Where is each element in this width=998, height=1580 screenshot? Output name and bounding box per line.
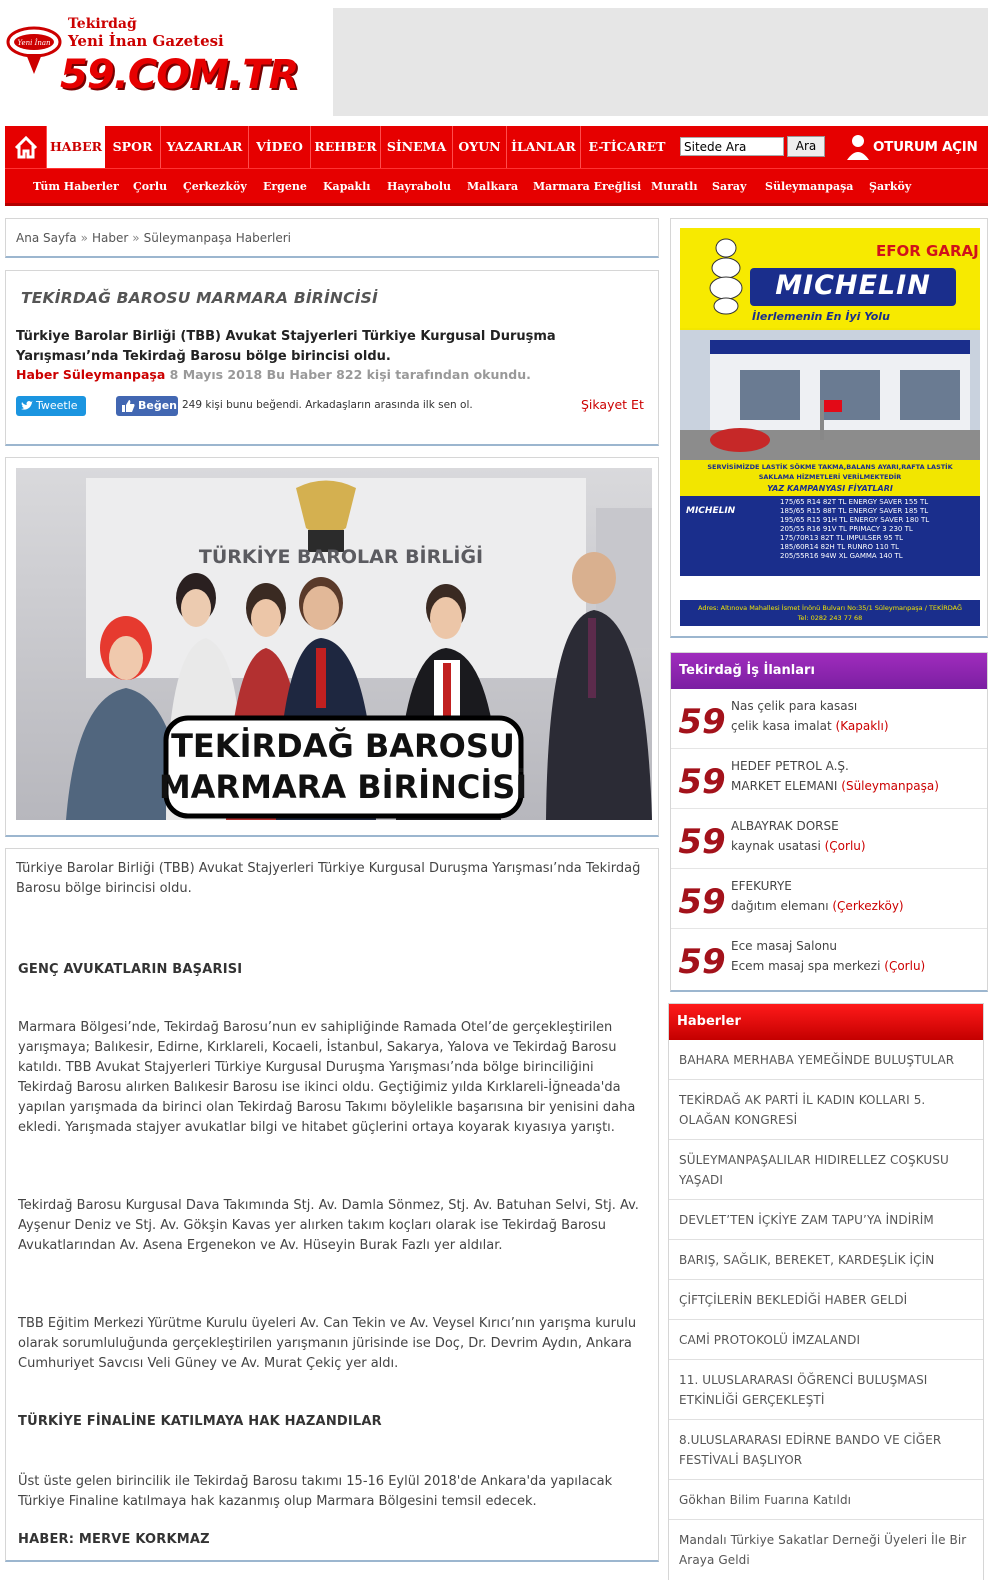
subnav-item[interactable]: Malkara — [467, 180, 519, 193]
michelin-brand: MICHELIN — [775, 270, 931, 301]
price-row: 195/65 R15 91H TL ENERGY SAVER 180 TL — [780, 516, 930, 524]
news-item[interactable]: Mandalı Türkiye Sakatlar Derneği Üyeleri İle Bir Araya Geldi — [679, 1533, 967, 1567]
michelin-slogan: İlerlemenin En İyi Yolu — [752, 310, 890, 323]
login-label: OTURUM AÇIN — [873, 139, 978, 155]
ad-address — [680, 600, 980, 626]
services-text: SERVİSİMİZDE LASTİK SÖKME TAKMA,BALANS AYARI,RAFTA LASTİK SAKLAMA HİZMETLERİ VERİLMEKTEDİR — [680, 460, 980, 484]
price-row: 185/60R14 82H TL RUNRO 110 TL — [780, 543, 900, 551]
breadcrumb-category[interactable]: Süleymanpaşa Haberleri — [143, 231, 292, 245]
partner-logos — [680, 576, 980, 600]
thumbs-up-icon — [121, 399, 135, 413]
svg-text:59: 59 — [678, 822, 726, 862]
breadcrumb-separator: » — [80, 231, 88, 245]
svg-text:59: 59 — [678, 702, 726, 742]
sidebar-ad[interactable] — [670, 218, 988, 638]
price-row: 205/55R16 94W XL GAMMA 140 TL — [780, 552, 903, 560]
site-logo[interactable] — [6, 12, 306, 112]
logo-domain: 59.COM.TR — [60, 52, 299, 98]
michelin-small-brand: MICHELIN — [686, 506, 736, 516]
jobs-title: Tekirdağ İş İlanları — [671, 653, 987, 689]
59-badge-icon — [678, 819, 726, 862]
subnav-item[interactable]: Şarköy — [869, 180, 912, 193]
job-location: (Çerkezköy) — [832, 899, 904, 913]
svg-text:59: 59 — [678, 942, 726, 982]
michelin-ad — [680, 228, 980, 626]
news-item[interactable]: 11. ULUSLARARASI ÖĞRENCİ BULUŞMASI ETKİNLİĞİ GERÇEKLEŞTİ — [669, 1360, 983, 1420]
photo-caption-line2: MARMARA BİRİNCİSİ — [158, 768, 528, 806]
article-title: TEKİRDAĞ BAROSU MARMARA BİRİNCİSİ — [21, 289, 378, 307]
article-paragraph: Tekirdağ Barosu Kurgusal Dava Takımında Stj. Av. Damla Sönmez, Stj. Av. Batuhan Selvi, Stj. Av. Ayşenur Deniz ve Stj. Av. Gökşin Kavas yer alırken takım koçları olarak ise Tekirdağ Barosu Avukatlarından Av. Asena Ergenekon ve Av. Hüseyin Burak Fazlı yer aldılar. — [18, 1198, 639, 1253]
job-item[interactable] — [671, 809, 987, 869]
ad-phone-line: Tel: 0282 243 77 68 — [797, 614, 863, 622]
job-location: (Süleymanpaşa) — [841, 779, 939, 793]
subnav-item[interactable]: Kapaklı — [323, 180, 371, 193]
job-desc: kaynak usatasi (Çorlu) — [731, 839, 866, 853]
twitter-bird-icon — [21, 401, 33, 411]
article-paragraph: Üst üste gelen birincilik ile Tekirdağ Barosu takımı 15-16 Eylül 2018'de Ankara'da yapılacak Türkiye Finaline katılmaya hak kazanmış olup Marmara Bölgesini temsil edecek. — [18, 1474, 613, 1509]
subnav-item[interactable]: Saray — [712, 180, 747, 193]
article-photo[interactable] — [16, 468, 652, 820]
price-row: 175/65 R14 82T TL ENERGY SAVER 155 TL — [780, 498, 929, 506]
complain-link[interactable]: Şikayet Et — [581, 397, 644, 412]
breadcrumb-section[interactable]: Haber — [91, 231, 129, 245]
news-item[interactable]: BARIŞ, SAĞLIK, BEREKET, KARDEŞLİK İÇİN — [669, 1240, 983, 1280]
article-author: HABER: MERVE KORKMAZ — [18, 1532, 210, 1547]
search-button[interactable]: Ara — [787, 136, 825, 157]
nav-item-oyun[interactable]: OYUN — [453, 126, 507, 168]
news-item[interactable]: BAHARA MERHABA YEMEĞİNDE BULUŞTULAR — [669, 1040, 983, 1080]
tweet-button[interactable] — [16, 396, 86, 416]
breadcrumb-separator: » — [132, 231, 140, 245]
job-desc: çelik kasa imalat (Kapaklı) — [731, 719, 889, 733]
like-button[interactable] — [116, 396, 178, 416]
article-subheading: TÜRKİYE FİNALİNE KATILMAYA HAK HAZANDILAR — [18, 1414, 382, 1429]
ad-address-line: Adres: Altınova Mahallesi İsmet İnönü Bulvarı No:35/1 Süleymanpaşa / TEKİRDAĞ — [698, 604, 962, 612]
59-badge-icon — [678, 699, 726, 742]
news-item[interactable]: ÇİFTÇİLERİN BEKLEDİĞİ HABER GELDİ — [669, 1280, 983, 1320]
news-title: Haberler — [669, 1004, 983, 1040]
price-row: 185/65 R15 88T TL ENERGY SAVER 185 TL — [780, 507, 929, 515]
job-item[interactable] — [671, 749, 987, 809]
nav-item-video[interactable]: VİDEO — [249, 126, 311, 168]
like-count-text: 249 kişi bunu beğendi. Arkadaşların arasında ilk sen ol. — [182, 399, 473, 411]
subnav-item[interactable]: Ergene — [263, 180, 307, 193]
nav-item-haber[interactable]: HABER — [47, 126, 105, 168]
news-item[interactable]: 8.ULUSLARARASI EDİRNE BANDO VE CİĞER FESTİVALİ BAŞLIYOR — [669, 1420, 983, 1480]
michelin-man-icon — [702, 236, 750, 316]
breadcrumb — [5, 218, 659, 258]
svg-text:Yeni İnan: Yeni İnan — [17, 39, 51, 47]
article-image-box — [5, 457, 659, 837]
price-table — [780, 498, 929, 561]
nav-item-yazarlar[interactable]: YAZARLAR — [161, 126, 249, 168]
svg-text:59: 59 — [678, 762, 726, 802]
job-company: EFEKURYE — [731, 879, 792, 893]
article-paragraph: Marmara Bölgesi’nde, Tekirdağ Barosu’nun ev sahipliğinde Ramada Otel’de gerçekleştirilen yarışmaya; Balıkesir, Edirne, Kırklareli, Kocaeli, İstanbul, Sakarya, Yalova ve Tekirdağ Barosu katıldı. TBB Avukat Stajyerleri Türkiye Kurgusal Duruşma Yarışması’nda bölge birinciliğini Tekirdağ Barosu alırken Balıkesir Barosu ise ikinci oldu. Geçtiğimiz yılda Kırklareli-İğneada'da yapılan yarışmada da birinci olan Tekirdağ Barosu Takımı böylelikle başarısına bir yenisini daha ekledi. Yarışmada stajyer avukatlar bilgi ve hitabet güçlerini ortaya koyarak kıyasıya yarıştı. — [18, 1020, 636, 1135]
subnav-item[interactable]: Çorlu — [133, 180, 168, 193]
main-navigation — [5, 126, 988, 206]
nav-primary — [5, 126, 988, 168]
photo-banner-text: TÜRKİYE BAROLAR BİRLİĞİ — [198, 546, 484, 568]
breadcrumb-home[interactable]: Ana Sayfa — [16, 231, 77, 245]
nav-item-rehber[interactable]: REHBER — [311, 126, 381, 168]
news-item[interactable]: SÜLEYMANPAŞALILAR HIDIRELLEZ COŞKUSU YAŞADI — [669, 1140, 983, 1200]
like-label: Beğen — [138, 399, 178, 412]
search-input[interactable] — [680, 137, 784, 156]
article-body — [5, 952, 659, 1562]
job-company: Nas çelik para kasası — [731, 699, 858, 713]
job-desc: Ecem masaj spa merkezi (Çorlu) — [731, 959, 926, 973]
job-item[interactable] — [671, 869, 987, 929]
subnav-item[interactable]: Çerkezköy — [183, 180, 247, 193]
user-icon — [845, 132, 871, 162]
nav-item-ilanlar[interactable]: İLANLAR — [507, 126, 581, 168]
news-item[interactable]: Gökhan Bilim Fuarına Katıldı — [669, 1480, 983, 1520]
job-item[interactable] — [671, 689, 987, 749]
59-badge-icon — [678, 939, 726, 982]
job-item[interactable] — [671, 929, 987, 989]
subnav-item[interactable]: Süleymanpaşa — [765, 180, 854, 193]
svg-text:59: 59 — [678, 882, 726, 922]
article-paragraph: TBB Eğitim Merkezi Yürütme Kurulu üyeleri Av. Can Tekin ve Av. Veysel Kırıcı’nın yarışma kurulu olarak sorumluluğunda gerçekleştirilen yarışmanın jürisinde ise Doç, Dr. Devrim Aydın, Ankara Cumhuriyet Savcısı Veli Güney ve Av. Murat Çekiç yer aldı. — [18, 1316, 637, 1371]
job-desc: MARKET ELEMANI (Süleymanpaşa) — [731, 779, 939, 793]
59-badge-icon — [678, 759, 726, 802]
nav-item-spor[interactable]: SPOR — [105, 126, 161, 168]
garage-photo — [680, 330, 980, 460]
garage-name: EFOR GARAJ — [876, 242, 979, 260]
news-list — [668, 1003, 984, 1580]
job-listings — [670, 652, 988, 992]
nav-item-sinema[interactable]: SİNEMA — [381, 126, 453, 168]
article-category[interactable]: Haber Süleymanpaşa — [16, 367, 166, 382]
job-location: (Kapaklı) — [835, 719, 889, 733]
home-icon[interactable] — [5, 126, 47, 168]
article-meta — [16, 367, 531, 382]
tweet-label: Tweetle — [36, 399, 78, 412]
article-lead: Türkiye Barolar Birliği (TBB) Avukat Stajyerleri Türkiye Kurgusal Duruşma Yarışması’nda Tekirdağ Barosu bölge birincisi oldu. — [5, 848, 659, 956]
article-header — [5, 270, 659, 446]
nav-item-eticaret[interactable]: E-TİCARET — [588, 139, 666, 154]
subnav-item[interactable]: Marmara Ereğlisi — [533, 180, 642, 193]
top-ad-banner[interactable] — [333, 8, 988, 116]
article-subheading: GENÇ AVUKATLARIN BAŞARISI — [18, 962, 243, 977]
nav-secondary — [5, 168, 988, 203]
job-company: ALBAYRAK DORSE — [731, 819, 839, 833]
campaign-title: YAZ KAMPANYASI FİYATLARI — [680, 484, 980, 496]
subnav-item[interactable]: Tüm Haberler — [33, 180, 119, 193]
subnav-item[interactable]: Hayrabolu — [387, 180, 452, 193]
news-item[interactable]: TEKİRDAĞ AK PARTİ İL KADIN KOLLARI 5. OLAĞAN KONGRESİ — [669, 1080, 983, 1140]
article-reads: Bu Haber 822 kişi tarafından okundu. — [266, 367, 531, 382]
price-row: 175/70R13 82T TL IMPULSER 95 TL — [780, 534, 904, 542]
job-company: HEDEF PETROL A.Ş. — [731, 759, 849, 773]
news-item[interactable]: DEVLET’TEN İÇKİYE ZAM TAPU’YA İNDİRİM — [669, 1200, 983, 1240]
logo-line1: Tekirdağ — [68, 16, 137, 32]
job-desc: dağıtım elemanı (Çerkezköy) — [731, 899, 904, 913]
job-location: (Çorlu) — [884, 959, 926, 973]
article-date: 8 Mayıs 2018 — [169, 367, 263, 382]
job-location: (Çorlu) — [824, 839, 866, 853]
59-badge-icon — [678, 879, 726, 922]
photo-caption-line1: TEKİRDAĞ BAROSU — [171, 727, 515, 765]
news-item[interactable]: CAMİ PROTOKOLÜ İMZALANDI — [669, 1320, 983, 1360]
job-company: Ece masaj Salonu — [731, 939, 838, 953]
price-row: 205/55 R16 91V TL PRIMACY 3 230 TL — [780, 525, 913, 533]
article-summary: Türkiye Barolar Birliği (TBB) Avukat Stajyerleri Türkiye Kurgusal Duruşma Yarışması’nda Tekirdağ Barosu bölge birincisi oldu. — [16, 329, 556, 364]
logo-line2: Yeni İnan Gazetesi — [68, 32, 224, 50]
subnav-item[interactable]: Muratlı — [651, 180, 698, 193]
